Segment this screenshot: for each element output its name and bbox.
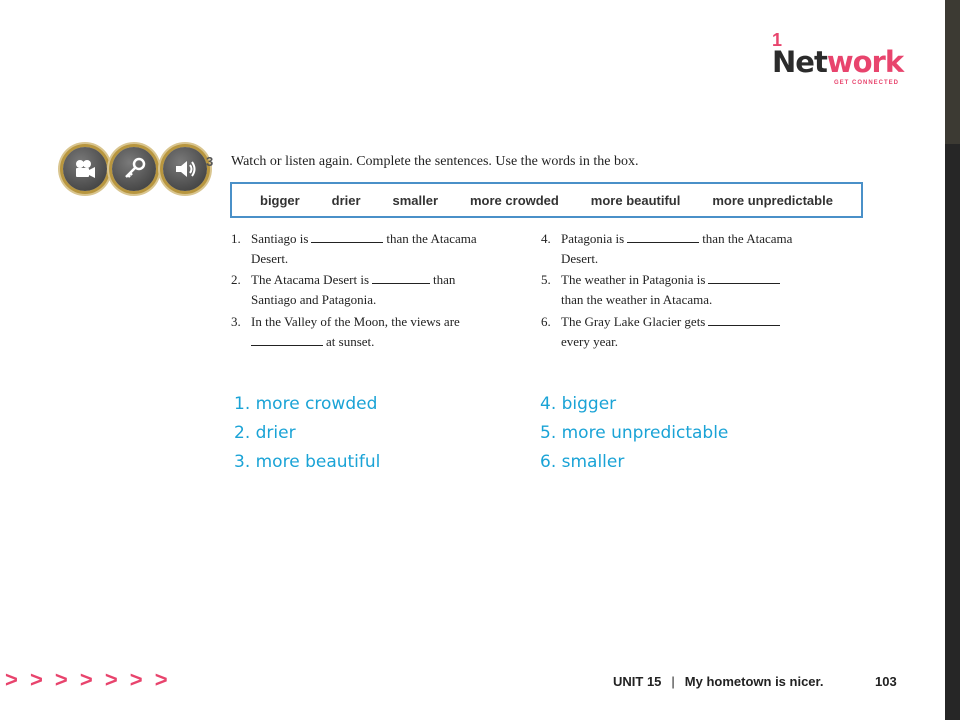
sentence-text: The Atacama Desert is: [251, 272, 370, 287]
sentence-line-1: [251, 270, 455, 290]
sentence-text: than the Atacama: [702, 231, 793, 246]
video-button[interactable]: [63, 147, 107, 191]
sentence-text: than the Atacama: [386, 231, 477, 246]
sentence-number: 2.: [231, 272, 241, 287]
answer-blank: [708, 271, 780, 284]
exercise-number: 3: [206, 154, 214, 169]
answer-key-button[interactable]: [112, 147, 156, 191]
sentence-number: 1.: [231, 231, 241, 246]
logo-unit-number: 1: [772, 30, 783, 50]
logo-word-net: Net: [772, 45, 827, 79]
sentence-1: [231, 229, 521, 269]
sentence-line-2: Santiago and Patagonia.: [251, 292, 377, 307]
answer-3: 3. more beautiful: [234, 452, 381, 472]
sentence-line-2: than the weather in Atacama.: [561, 292, 713, 307]
word-box-item: more crowded: [470, 192, 559, 208]
word-box-item: more unpredictable: [712, 192, 833, 208]
sentence-number: 6.: [541, 314, 551, 329]
logo-wordmark: [772, 45, 904, 79]
sentence-2: [231, 270, 521, 310]
sentence-text: Santiago is: [251, 231, 309, 246]
answer-blank: [311, 230, 383, 243]
sentence-line-1: [561, 312, 783, 332]
sentence-text: The Gray Lake Glacier gets: [561, 314, 706, 329]
audio-button[interactable]: [163, 147, 207, 191]
right-edge-bar-top: [945, 0, 960, 144]
sentence-number: 4.: [541, 231, 551, 246]
word-box-item: smaller: [392, 192, 439, 208]
key-icon: [121, 156, 147, 182]
chevron-decoration: > > > > > > >: [5, 667, 171, 692]
footer-title: My hometown is nicer.: [684, 674, 824, 689]
sentence-6: [541, 312, 841, 352]
sentence-line-1: In the Valley of the Moon, the views are: [251, 314, 460, 329]
sentence-text: The weather in Patagonia is: [561, 272, 706, 287]
answer-blank: [708, 313, 780, 326]
footer-separator: |: [671, 674, 675, 689]
page-number: 103: [875, 674, 897, 689]
speaker-icon: [172, 156, 198, 182]
word-box-item: bigger: [260, 192, 300, 208]
sentence-line-1: [251, 229, 477, 249]
sentence-text: at sunset.: [326, 334, 375, 349]
sentence-3: [231, 312, 521, 352]
sentence-number: 3.: [231, 314, 241, 329]
answer-4: 4. bigger: [540, 394, 617, 414]
word-box-item: more beautiful: [590, 192, 681, 208]
sentence-number: 5.: [541, 272, 551, 287]
sentence-line-2: Desert.: [561, 251, 599, 266]
word-box-item: drier: [331, 192, 361, 208]
sentence-line-1: [561, 229, 792, 249]
network-logo: [772, 30, 922, 92]
answer-6: 6. smaller: [540, 452, 625, 472]
answer-1: 1. more crowded: [234, 394, 378, 414]
word-box: [230, 182, 863, 218]
video-camera-icon: [72, 156, 98, 182]
sentence-text: than: [433, 272, 456, 287]
logo-word-work: work: [826, 45, 904, 79]
answer-blank: [372, 271, 430, 284]
answer-5: 5. more unpredictable: [540, 423, 729, 443]
sentence-line-2: Desert.: [251, 251, 289, 266]
sentence-line-2: every year.: [561, 334, 619, 349]
sentence-text: Patagonia is: [561, 231, 625, 246]
answer-blank: [627, 230, 699, 243]
sentence-4: [541, 229, 841, 269]
page-footer: [613, 674, 824, 689]
exercise-instruction: Watch or listen again. Complete the sentences. Use the words in the box.: [231, 154, 639, 169]
footer-unit: UNIT 15: [613, 674, 662, 689]
logo-tagline: GET CONNECTED: [834, 80, 900, 86]
answer-blank: [251, 333, 323, 346]
sentence-line-1: [561, 270, 783, 290]
answer-2: 2. drier: [234, 423, 296, 443]
sentence-line-2: [251, 332, 374, 352]
sentence-5: [541, 270, 841, 310]
